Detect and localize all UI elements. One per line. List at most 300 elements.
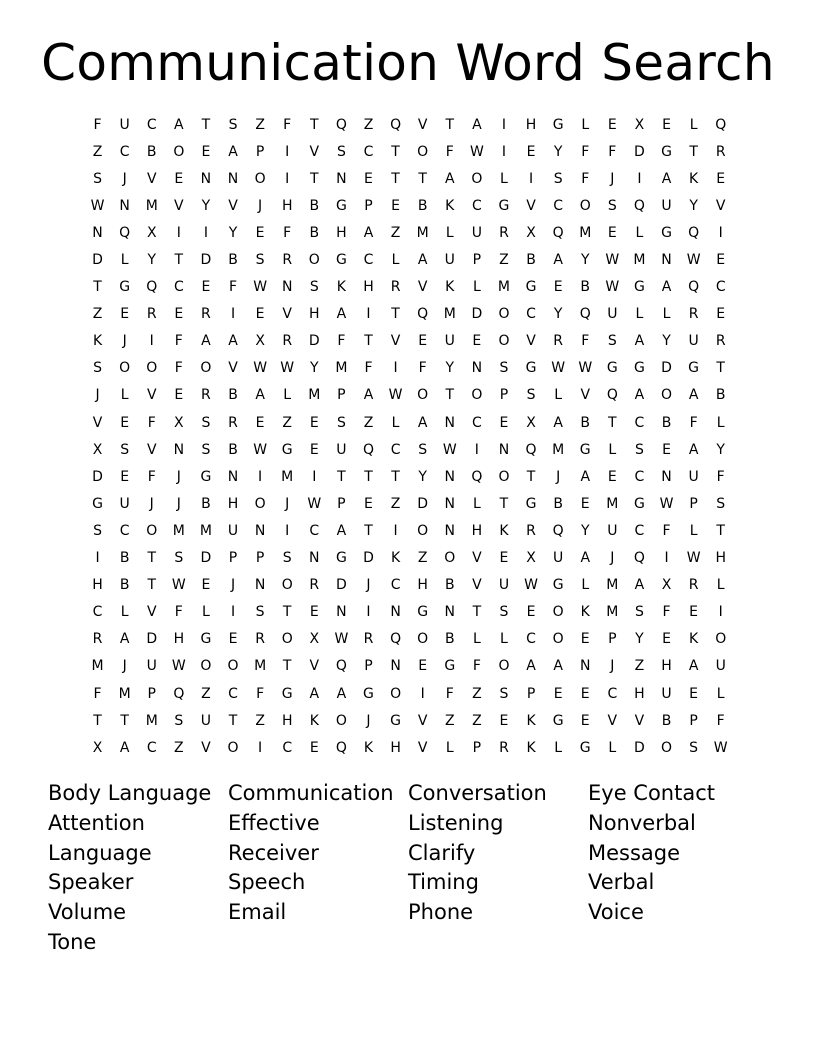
grid-letter: N [444, 522, 455, 539]
grid-letter: A [363, 387, 374, 404]
grid-letter: R [201, 306, 211, 323]
grid-letter: E [174, 387, 184, 404]
grid-letter: G [525, 360, 537, 377]
grid-letter: W [578, 360, 593, 377]
grid-letter: D [471, 306, 483, 323]
grid-letter: I [230, 306, 236, 323]
grid-letter: G [200, 631, 212, 648]
grid-letter: H [634, 685, 645, 702]
grid-letter: S [255, 604, 265, 621]
grid-letter: Q [146, 279, 158, 296]
word-list-item: Speaker [48, 870, 134, 895]
grid-letter: S [418, 441, 428, 458]
grid-letter: H [92, 577, 103, 594]
grid-letter: R [92, 631, 103, 648]
grid-letter: K [336, 279, 346, 296]
grid-letter: O [498, 306, 510, 323]
grid-letter: A [634, 387, 645, 404]
grid-letter: E [499, 550, 509, 567]
grid-letter: A [119, 739, 130, 756]
grid-row [84, 165, 736, 192]
grid-letter: V [607, 712, 618, 729]
grid-letter: U [444, 333, 455, 350]
grid-letter: Y [201, 197, 211, 214]
grid-letter: I [501, 116, 507, 133]
grid-letter: G [335, 252, 347, 269]
word-list-item: Voice [588, 900, 644, 925]
grid-letter: C [363, 143, 374, 160]
grid-letter: V [92, 414, 103, 431]
grid-letter: O [417, 522, 429, 539]
grid-letter: I [230, 604, 236, 621]
grid-letter: V [309, 143, 320, 160]
grid-letter: T [93, 279, 102, 296]
grid-letter: X [526, 550, 536, 567]
grid-row [84, 219, 736, 246]
grid-letter: S [634, 441, 644, 458]
grid-letter: L [689, 522, 698, 539]
grid-letter: N [200, 170, 212, 187]
grid-letter: E [255, 224, 265, 241]
grid-row [84, 572, 736, 599]
grid-letter: N [579, 658, 591, 675]
grid-letter: X [146, 224, 157, 241]
grid-letter: J [95, 387, 100, 404]
grid-letter: W [524, 577, 538, 594]
grid-row [84, 545, 736, 572]
grid-letter: I [474, 441, 479, 458]
grid-letter: T [228, 712, 238, 729]
grid-letter: T [310, 116, 319, 133]
grid-letter: Q [579, 306, 591, 323]
grid-letter: S [93, 522, 102, 539]
grid-letter: P [337, 387, 346, 404]
grid-letter: P [364, 197, 373, 214]
grid-letter: M [254, 658, 267, 675]
grid-letter: J [610, 550, 615, 567]
grid-letter: I [176, 224, 181, 241]
grid-letter: J [149, 495, 154, 512]
grid-letter: O [661, 387, 673, 404]
grid-letter: T [310, 170, 319, 187]
grid-letter: A [634, 577, 645, 594]
grid-letter: Y [635, 631, 644, 648]
grid-letter: J [366, 712, 371, 729]
grid-letter: W [469, 143, 484, 160]
grid-letter: O [335, 712, 347, 729]
grid-letter: N [254, 522, 266, 539]
grid-letter: E [662, 116, 671, 133]
grid-letter: I [312, 468, 317, 485]
grid-letter: F [174, 333, 183, 350]
grid-letter: N [661, 252, 672, 269]
grid-letter: B [661, 712, 672, 729]
grid-letter: Q [471, 468, 483, 485]
grid-letter: D [634, 143, 645, 160]
grid-letter: Y [553, 143, 563, 160]
grid-letter: B [661, 414, 672, 431]
grid-letter: C [173, 279, 184, 296]
grid-letter: L [581, 116, 590, 133]
grid-letter: S [282, 550, 292, 567]
grid-letter: R [282, 333, 293, 350]
grid-letter: L [500, 170, 508, 187]
grid-letter: O [390, 685, 402, 702]
grid-letter: I [258, 739, 263, 756]
grid-letter: S [499, 685, 509, 702]
grid-letter: B [444, 577, 455, 594]
grid-letter: Z [499, 252, 509, 269]
grid-letter: E [499, 414, 509, 431]
word-list-item: Communication [228, 781, 394, 805]
grid-letter: F [716, 468, 725, 485]
grid-letter: I [258, 468, 263, 485]
grid-letter: B [309, 224, 320, 241]
grid-letter: Z [634, 658, 645, 675]
word-list-item: Tone [48, 929, 97, 954]
grid-letter: E [120, 306, 130, 323]
grid-letter: H [417, 577, 428, 594]
grid-letter: E [580, 631, 590, 648]
grid-letter: F [716, 712, 725, 729]
grid-letter: H [173, 631, 185, 648]
grid-letter: G [335, 550, 347, 567]
grid-letter: B [526, 252, 536, 269]
grid-letter: H [525, 116, 537, 133]
grid-letter: G [525, 279, 537, 296]
grid-letter: G [200, 468, 212, 485]
grid-letter: E [201, 143, 211, 160]
grid-letter: D [634, 739, 645, 756]
grid-letter: Y [228, 224, 238, 241]
grid-letter: N [444, 468, 455, 485]
grid-letter: W [90, 197, 105, 214]
grid-letter: B [228, 441, 238, 458]
grid-letter: Q [119, 224, 131, 241]
grid-letter: S [499, 604, 509, 621]
grid-letter: D [336, 577, 347, 594]
grid-letter: G [498, 197, 510, 214]
grid-letter: C [363, 252, 374, 269]
grid-letter: E [607, 468, 617, 485]
grid-letter: L [689, 116, 698, 133]
grid-row [84, 301, 736, 328]
grid-letter: X [526, 224, 536, 241]
grid-letter: M [91, 658, 104, 675]
grid-letter: C [634, 414, 645, 431]
grid-letter: L [202, 604, 210, 621]
grid-letter: N [92, 224, 103, 241]
grid-letter: N [390, 658, 401, 675]
word-list-item: Phone [408, 900, 474, 925]
grid-letter: U [688, 468, 699, 485]
grid-row [84, 517, 736, 544]
grid-letter: A [472, 116, 482, 133]
grid-letter: F [581, 170, 590, 187]
grid-letter: W [713, 739, 728, 756]
grid-letter: X [661, 577, 672, 594]
grid-letter: O [281, 577, 293, 594]
grid-letter: N [254, 577, 266, 594]
grid-letter: P [147, 685, 156, 702]
grid-letter: G [661, 143, 672, 160]
grid-letter: L [635, 306, 644, 323]
grid-letter: Q [633, 197, 645, 214]
grid-letter: U [661, 685, 672, 702]
grid-letter: K [390, 550, 401, 567]
grid-letter: P [255, 550, 265, 567]
grid-letter: Q [525, 441, 537, 458]
grid-letter: L [120, 252, 129, 269]
grid-letter: B [228, 387, 238, 404]
grid-letter: N [661, 468, 672, 485]
grid-letter: E [526, 143, 536, 160]
grid-letter: R [255, 631, 265, 648]
grid-letter: M [443, 306, 456, 323]
grid-letter: R [146, 306, 157, 323]
grid-letter: G [417, 604, 429, 621]
grid-letter: W [334, 631, 349, 648]
grid-letter: S [120, 441, 130, 458]
word-list-item: Speech [228, 870, 306, 895]
grid-letter: Q [417, 306, 429, 323]
grid-letter: L [120, 604, 129, 621]
grid-letter: Z [255, 712, 265, 729]
grid-letter: Z [282, 414, 292, 431]
grid-letter: J [556, 468, 561, 485]
grid-letter: R [688, 306, 699, 323]
grid-letter: P [337, 495, 346, 512]
grid-letter: B [580, 414, 591, 431]
grid-letter: Q [688, 224, 700, 241]
grid-letter: E [364, 495, 373, 512]
grid-letter: O [119, 360, 131, 377]
grid-letter: U [119, 116, 130, 133]
grid-letter: A [336, 306, 347, 323]
grid-letter: O [715, 631, 727, 648]
grid-letter: Z [255, 116, 265, 133]
grid-letter: T [472, 604, 482, 621]
grid-letter: E [499, 712, 509, 729]
grid-letter: G [633, 279, 645, 296]
grid-letter: V [201, 739, 211, 756]
grid-letter: U [200, 712, 212, 729]
grid-letter: Z [363, 414, 374, 431]
grid-letter: S [716, 495, 726, 512]
grid-row [84, 436, 736, 463]
grid-letter: V [390, 333, 401, 350]
grid-letter: X [526, 414, 536, 431]
grid-letter: C [715, 279, 726, 296]
grid-letter: I [637, 170, 642, 187]
grid-letter: E [309, 604, 319, 621]
grid-letter: M [633, 252, 646, 269]
grid-letter: P [255, 143, 265, 160]
grid-letter: Y [580, 252, 590, 269]
grid-letter: B [228, 252, 238, 269]
grid-letter: T [391, 468, 400, 485]
grid-letter: E [580, 685, 590, 702]
grid-letter: D [308, 333, 320, 350]
grid-letter: J [610, 170, 615, 187]
grid-letter: F [445, 143, 454, 160]
grid-letter: N [227, 170, 239, 187]
grid-letter: M [579, 224, 592, 241]
grid-letter: E [607, 224, 617, 241]
grid-letter: E [174, 170, 184, 187]
grid-letter: Z [472, 685, 482, 702]
grid-letter: Y [689, 197, 698, 214]
grid-letter: T [608, 414, 617, 431]
grid-letter: E [526, 604, 536, 621]
grid-letter: V [146, 604, 157, 621]
grid-letter: L [472, 279, 481, 296]
grid-letter: V [472, 550, 482, 567]
grid-letter: C [607, 685, 618, 702]
grid-letter: Y [310, 360, 319, 377]
grid-letter: P [228, 550, 238, 567]
grid-letter: A [201, 333, 211, 350]
grid-row [84, 490, 736, 517]
word-list-item: Nonverbal [588, 810, 696, 835]
grid-letter: R [715, 143, 726, 160]
grid-letter: H [661, 658, 672, 675]
grid-letter: E [580, 495, 590, 512]
grid-letter: L [635, 224, 644, 241]
grid-letter: B [201, 495, 211, 512]
grid-letter: S [336, 143, 346, 160]
grid-letter: Q [715, 116, 727, 133]
grid-letter: T [364, 333, 373, 350]
grid-letter: U [715, 658, 726, 675]
grid-letter: A [580, 468, 591, 485]
grid-letter: F [228, 279, 238, 296]
grid-letter: V [417, 712, 428, 729]
grid-letter: J [366, 577, 371, 594]
grid-letter: E [391, 197, 400, 214]
grid-row [84, 274, 736, 301]
grid-letter: H [363, 279, 374, 296]
word-list-item: Email [228, 900, 287, 925]
grid-letter: G [579, 441, 591, 458]
grid-letter: J [122, 333, 127, 350]
grid-letter: S [228, 116, 238, 133]
word-list [48, 779, 788, 958]
grid-letter: S [607, 197, 617, 214]
grid-letter: U [607, 306, 618, 323]
grid-letter: E [120, 468, 130, 485]
grid-letter: D [200, 252, 212, 269]
grid-letter: G [606, 360, 618, 377]
grid-letter: E [364, 170, 373, 187]
grid-letter: T [364, 522, 373, 539]
grid-row [84, 599, 736, 626]
grid-letter: T [147, 577, 157, 594]
grid-letter: O [417, 143, 429, 160]
grid-letter: V [526, 197, 536, 214]
grid-letter: G [92, 495, 103, 512]
grid-letter: E [418, 333, 428, 350]
grid-letter: L [662, 306, 671, 323]
grid-letter: I [285, 143, 290, 160]
grid-letter: N [336, 170, 347, 187]
grid-row [84, 707, 736, 734]
grid-letter: O [200, 360, 212, 377]
grid-letter: T [716, 522, 725, 539]
grid-letter: D [92, 252, 103, 269]
grid-letter: S [93, 170, 102, 187]
grid-letter: K [526, 712, 536, 729]
grid-letter: A [336, 685, 347, 702]
grid-letter: W [253, 441, 268, 458]
grid-letter: J [258, 197, 263, 214]
grid-letter: E [201, 279, 211, 296]
grid-letter: O [200, 658, 212, 675]
grid-letter: P [472, 252, 482, 269]
grid-letter: E [201, 577, 211, 594]
grid-letter: E [255, 306, 265, 323]
grid-letter: C [92, 604, 103, 621]
word-list-item: Listening [408, 810, 504, 835]
grid-letter: C [228, 685, 238, 702]
grid-letter: B [146, 143, 157, 160]
grid-letter: M [497, 279, 510, 296]
grid-letter: O [146, 360, 158, 377]
grid-letter: Q [335, 739, 347, 756]
grid-letter: C [390, 577, 401, 594]
grid-letter: L [391, 414, 400, 431]
grid-letter: L [472, 495, 481, 512]
grid-letter: T [93, 712, 102, 729]
word-list-item: Message [588, 840, 681, 865]
grid-letter: W [388, 387, 403, 404]
grid-letter: W [307, 495, 322, 512]
grid-letter: R [688, 577, 699, 594]
grid-letter: R [526, 522, 536, 539]
grid-letter: K [92, 333, 103, 350]
grid-letter: W [605, 279, 620, 296]
grid-letter: J [176, 468, 181, 485]
grid-letter: F [283, 116, 292, 133]
grid-letter: F [364, 360, 373, 377]
grid-letter: K [445, 279, 455, 296]
grid-letter: J [176, 495, 181, 512]
grid-letter: S [499, 360, 509, 377]
grid-letter: T [120, 712, 129, 729]
grid-letter: L [445, 224, 454, 241]
word-list-item: Eye Contact [588, 781, 715, 805]
grid-letter: P [472, 739, 482, 756]
grid-row [84, 409, 736, 436]
grid-letter: L [608, 739, 617, 756]
grid-letter: U [336, 441, 347, 458]
grid-letter: G [688, 360, 700, 377]
grid-letter: E [228, 631, 238, 648]
grid-letter: V [417, 116, 428, 133]
grid-letter: T [174, 252, 184, 269]
grid-letter: O [417, 631, 429, 648]
grid-letter: T [201, 116, 211, 133]
grid-letter: A [228, 333, 238, 350]
grid-letter: L [716, 685, 725, 702]
grid-letter: V [526, 333, 536, 350]
grid-letter: Y [580, 522, 590, 539]
grid-letter: E [689, 604, 699, 621]
grid-letter: O [254, 170, 266, 187]
grid-letter: A [417, 252, 428, 269]
grid-letter: W [605, 252, 620, 269]
grid-letter: V [146, 441, 157, 458]
